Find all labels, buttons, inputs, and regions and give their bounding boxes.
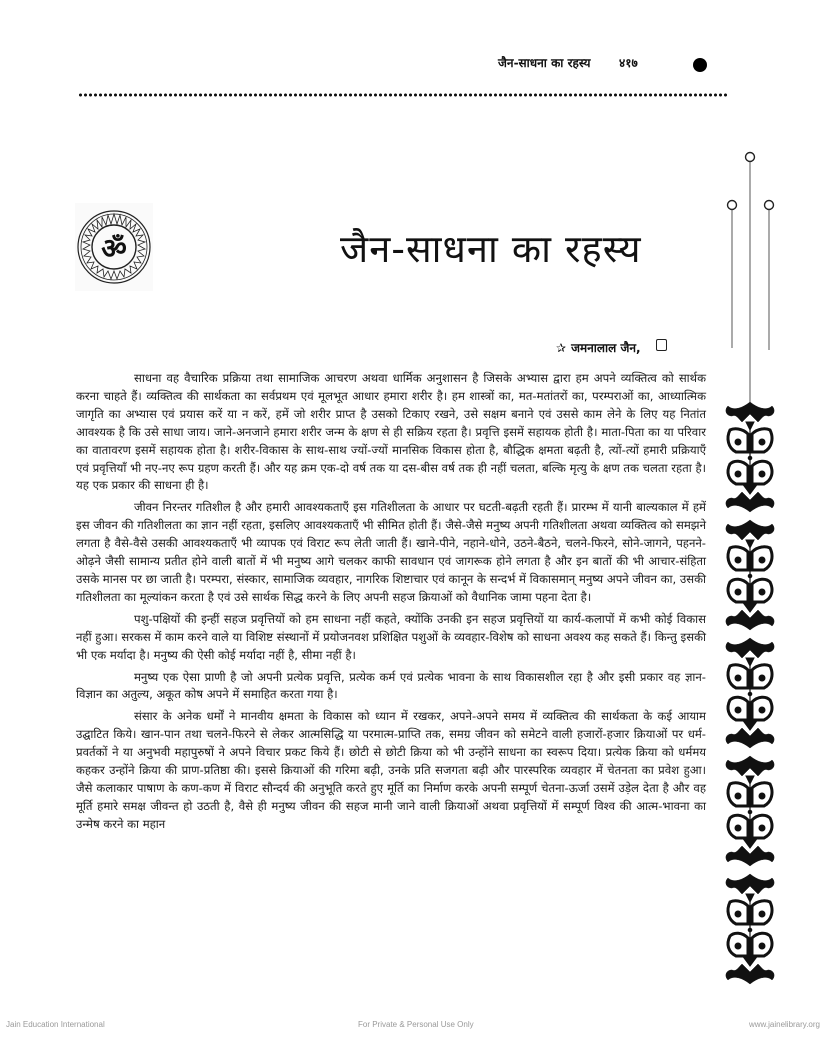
decorative-pins-icon — [722, 140, 792, 420]
ornament-column — [722, 400, 778, 990]
article-body — [76, 370, 706, 834]
article-title: जैन-साधना का रहस्य — [340, 227, 642, 271]
star-icon: ✰ — [556, 341, 567, 355]
vine-ornament-icon — [722, 518, 778, 636]
footnote-box-icon — [656, 339, 667, 351]
vine-ornament-icon — [722, 636, 778, 754]
paragraph: मनुष्य एक ऐसा प्राणी है जो अपनी प्रत्येक प्रवृत्ति, प्रत्येक कर्म एवं प्रत्येक भावना के साथ विकासशील रहा है और इसी प्रकार वह ज्ञान-विज्ञान का अतुल्य, अकूत कोष अपने में समाहित करता गया है। — [76, 669, 706, 702]
paragraph: संसार के अनेक धर्मों ने मानवीय क्षमता के विकास को ध्यान में रखकर, अपने-अपने समय में व्यक्तित्व की सार्थकता के कई आयाम उद्घाटित किये। खान-पान तथा चलने-फिरने से लेकर आत्मसिद्धि या परमात्म-प्राप्ति तक, समग्र जीवन को समेटने वाली हजारों-हजार क्रियाओं पर धर्म-प्रवर्तकों ने या अनुभवी महापुरुषों ने अपने विचार प्रकट किये हैं। छोटी से छोटी क्रिया को भी उन्होंने साधना का स्वरूप दिया। प्रत्येक क्रिया को धर्ममय कहकर उन्होंने क्रिया की प्राण-प्रतिष्ठा की। इससे क्रियाओं की गरिमा बढ़ी, उनके प्रति सजगता बढ़ी और पारस्परिक व्यवहार में चेतनता का प्रवेश हुआ। जैसे कलाकार पाषाण के कण-कण में विराट सौन्दर्य की अनुभूति करते हुए मूर्ति का निर्माण करके अपनी सम्पूर्ण चेतना-ऊर्जा उसमें उड़ेल देता है और वह मूर्ति हमारे समक्ष जीवन्त हो उठती है, वैसे ही मनुष्य जीवन की सहज मानी जाने वाली क्रियाओं अथवा प्रवृत्तियों में सम्पूर्ण विश्व की आत्म-भावना का उन्मेष करने का महान — [76, 709, 707, 831]
running-header-title: जैन-साधना का रहस्य — [498, 56, 591, 70]
author-line — [556, 339, 641, 356]
decorative-dotted-rule — [78, 93, 728, 97]
om-emblem-icon — [75, 203, 153, 291]
footer-publisher: Jain Education International — [6, 1020, 105, 1029]
footer-usage-note: For Private & Personal Use Only — [358, 1020, 474, 1029]
vine-ornament-icon — [722, 400, 778, 518]
footer-website-link[interactable]: www.jainelibrary.org — [749, 1020, 820, 1029]
author-name: जमनालाल जैन, — [571, 341, 641, 355]
svg-text:ॐ: ॐ — [101, 232, 127, 265]
vine-ornament-icon — [722, 754, 778, 872]
vine-ornament-icon — [722, 872, 778, 990]
paragraph: जीवन निरन्तर गतिशील है और हमारी आवश्यकताएँ इस गतिशीलता के आधार पर घटती-बढ़ती रहती हैं। प्रारम्भ में यानी बाल्यकाल में हमें इस जीवन की गतिशीलता का ज्ञान नहीं रहता, इसलिए आवश्यकताएँ भी सीमित होती हैं। जैसे-जैसे मनुष्य अपनी गतिशीलता अथवा व्यक्तित्व को समझने लगता है वैसे-वैसे उसकी आवश्यकताएँ भी व्यापक एवं विराट रूप लेती जाती हैं। खाने-पीने, नहाने-धोने, उठने-बैठने, चलने-फिरने, सोने-जागने, पहनने-ओढ़ने जैसी सामान्य प्रतीत होने वाली बातों में भी मनुष्य आगे चलकर काफी सावधान एवं जागरूक होने लगता है और इन बातों की भी आचार-संहिता उसके मानस पर छा जाती है। परम्परा, संस्कार, सामाजिक व्यवहार, नागरिक शिष्टाचार एवं कानून के सन्दर्भ में विकासमान् मनुष्य अपने जीवन का, उसकी गतिशीलता का मूल्यांकन करता है एवं उसे सार्थक सिद्ध करने के लिए अपनी सहज क्रियाओं को वैधानिक जामा पहना देता है। — [76, 500, 706, 604]
bullet-dot-icon — [693, 58, 707, 72]
paragraph: पशु-पक्षियों की इन्हीं सहज प्रवृत्तियों को हम साधना नहीं कहते, क्योंकि उनकी इन सहज प्रवृत्तियों या कार्य-कलापों में कभी कोई विकास नहीं हुआ। सरकस में काम करने वाले या विशिष्ट संस्थानों में प्रयोजनवश प्रशिक्षित पशुओं के व्यवहार-विशेष को साधना अवश्य कह सकते हैं। किन्तु इसकी भी एक मर्यादा है। मनुष्य की ऐसी कोई मर्यादा नहीं है, सीमा नहीं है। — [76, 611, 706, 662]
paragraph: साधना वह वैचारिक प्रक्रिया तथा सामाजिक आचरण अथवा धार्मिक अनुशासन है जिसके अभ्यास द्वारा हम अपने व्यक्तित्व को सार्थक करना चाहते हैं। व्यक्तित्व की सार्थकता का सर्वप्रथम एवं मूलभूत आधार हमारा शरीर है। हम शास्त्रों का, मत-मतांतरों का, परम्पराओं का, आध्यात्मिक जागृति का अभ्यास एवं प्रयास करें या न करें, हमें जो शरीर प्राप्त है उसको टिकाए रखने, उसे सक्षम बनाने एवं उससे काम लेने के लिए यह नितांत आवश्यक है कि उसे साधा जाय। जाने-अनजाने हमारा शरीर जन्म के क्षण से ही सक्रिय रहता है। प्रवृत्ति इसमें सहायक होती है। माता-पिता का या परिवार का वातावरण इसमें सहायक होता है। शरीर-विकास के साथ-साथ ज्यों-ज्यों मानसिक विकास होता है, बौद्धिक क्षमता बढ़ती है, त्यों-त्यों हमारी प्रक्रियाएँ एवं प्रवृत्तियाँ भी नए-नए रूप ग्रहण करती हैं। और यह क्रम एक-दो वर्ष तक या दस-बीस वर्ष तक ही नहीं चलता, बल्कि मृत्यु के क्षण तक चलता रहता है। यह एक प्रकार की साधना ही है। — [76, 371, 706, 493]
page-number: ४१७ — [619, 56, 638, 70]
